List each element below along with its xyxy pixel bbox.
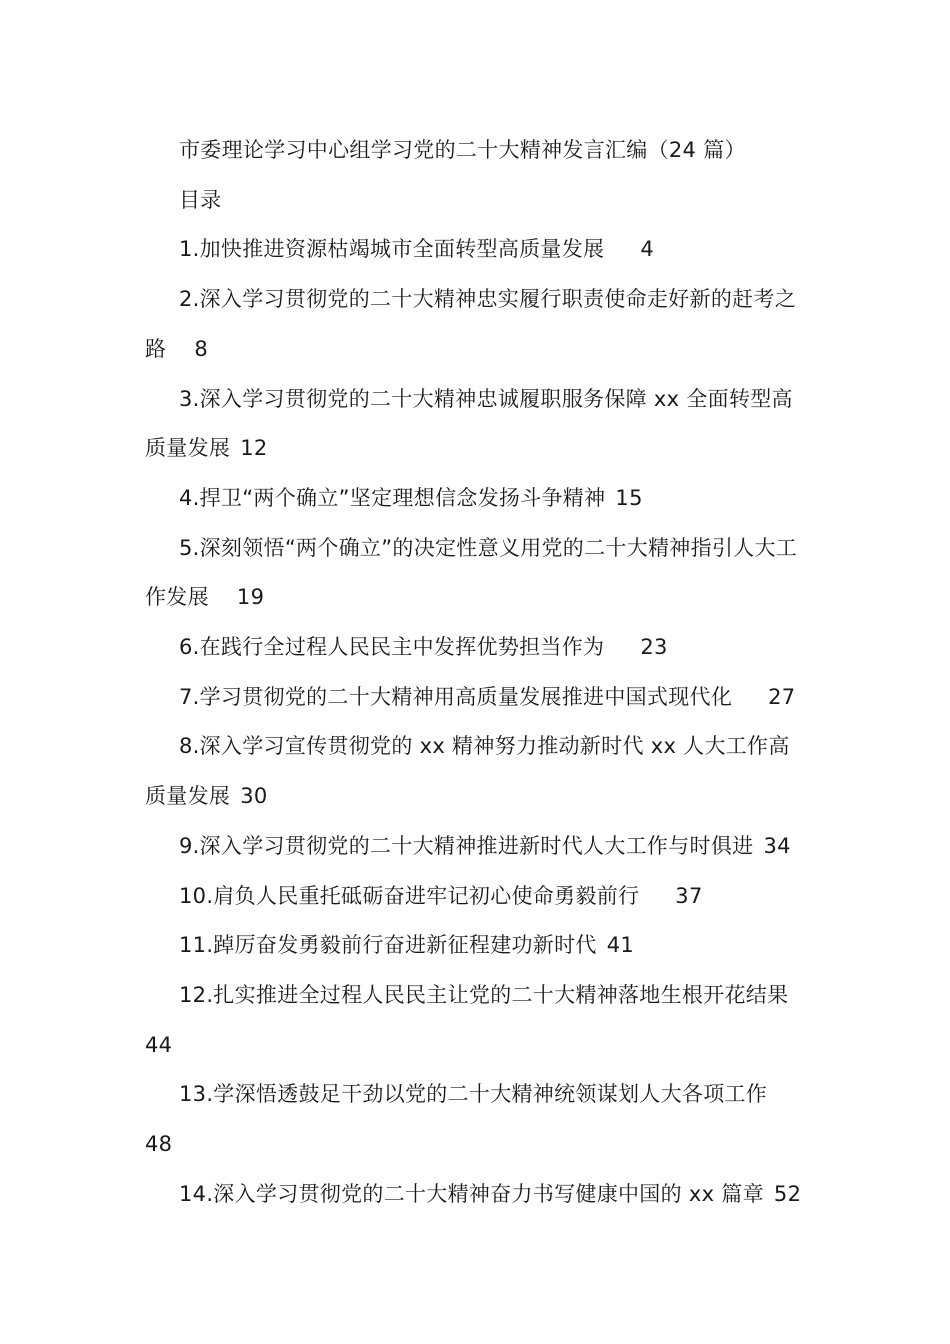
- toc-entry: [145, 275, 810, 374]
- document-title: 市委理论学习中心组学习党的二十大精神发言汇编（24 篇）: [179, 138, 746, 162]
- toc-entry-page: 44: [145, 1032, 173, 1057]
- toc-entry: [145, 1170, 810, 1220]
- toc-entry-page: 19: [236, 585, 265, 610]
- toc-entry: [145, 524, 810, 623]
- toc-entry-page: 15: [615, 485, 643, 510]
- toc-entry-text: 11.踔厉奋发勇毅前行奋进新征程建功新时代: [179, 933, 597, 958]
- toc-entry-text: 4.捍卫“两个确立”坚定理想信念发扬斗争精神: [179, 485, 606, 510]
- toc-heading: 目录: [179, 187, 222, 212]
- toc-entry-text: 10.肩负人民重托砥砺奋进牢记初心使命勇毅前行: [179, 883, 640, 908]
- toc-entry-page: 41: [606, 933, 635, 958]
- toc-entry-text: 9.深入学习贯彻党的二十大精神推进新时代人大工作与时俱进: [179, 833, 754, 858]
- toc-entry-text: 7.学习贯彻党的二十大精神用高质量发展推进中国式现代化: [179, 684, 733, 709]
- toc-entry-text: 6.在践行全过程人民民主中发挥优势担当作为: [179, 635, 605, 660]
- toc-entry: [145, 971, 810, 1070]
- toc-entry-text: 14.深入学习贯彻党的二十大精神奋力书写健康中国的 xx 篇章: [179, 1181, 764, 1206]
- toc-entry: [145, 822, 810, 872]
- toc-entry-page: 48: [145, 1132, 173, 1157]
- toc-entry-page: 12: [240, 436, 268, 461]
- toc-entry-text: 12.扎实推进全过程人民民主让党的二十大精神落地生根开花结果: [179, 982, 789, 1007]
- toc-entry-text: 13.学深悟透鼓足干劲以党的二十大精神统领谋划人大各项工作: [179, 1082, 768, 1107]
- toc-entry: [145, 722, 810, 821]
- toc-entry-page: 30: [240, 784, 268, 809]
- toc-entry: [145, 225, 810, 275]
- toc-entry-text: 5.深刻领悟“两个确立”的决定性意义用党的二十大精神指引人大工作发展: [145, 535, 798, 610]
- toc-entry-page: 37: [675, 883, 703, 908]
- toc-entry-page: 23: [640, 635, 668, 660]
- toc-entry-page: 52: [773, 1181, 802, 1206]
- toc-entry-text: 2.深入学习贯彻党的二十大精神忠实履行职责使命走好新的赶考之路: [145, 287, 797, 361]
- toc-entry: [145, 623, 810, 673]
- toc-entry: [145, 921, 810, 971]
- toc-entry: [145, 673, 810, 723]
- toc-entry-page: 27: [768, 684, 796, 709]
- toc-entry: [145, 872, 810, 922]
- document-body: [145, 126, 810, 1219]
- toc-entry: [145, 474, 810, 524]
- toc-entry: [145, 375, 810, 474]
- toc-entry-text: 3.深入学习贯彻党的二十大精神忠诚履职服务保障 xx 全面转型高质量发展: [145, 386, 793, 461]
- toc-entry-text: 8.深入学习宣传贯彻党的 xx 精神努力推动新时代 xx 人大工作高质量发展: [145, 734, 790, 809]
- toc-entry-page: 4: [640, 237, 655, 262]
- toc-entry-text: 1.加快推进资源枯竭城市全面转型高质量发展: [179, 237, 605, 262]
- toc-entry-page: 8: [194, 336, 208, 361]
- toc-entry-page: 34: [763, 833, 791, 858]
- toc-entry: [145, 1070, 810, 1169]
